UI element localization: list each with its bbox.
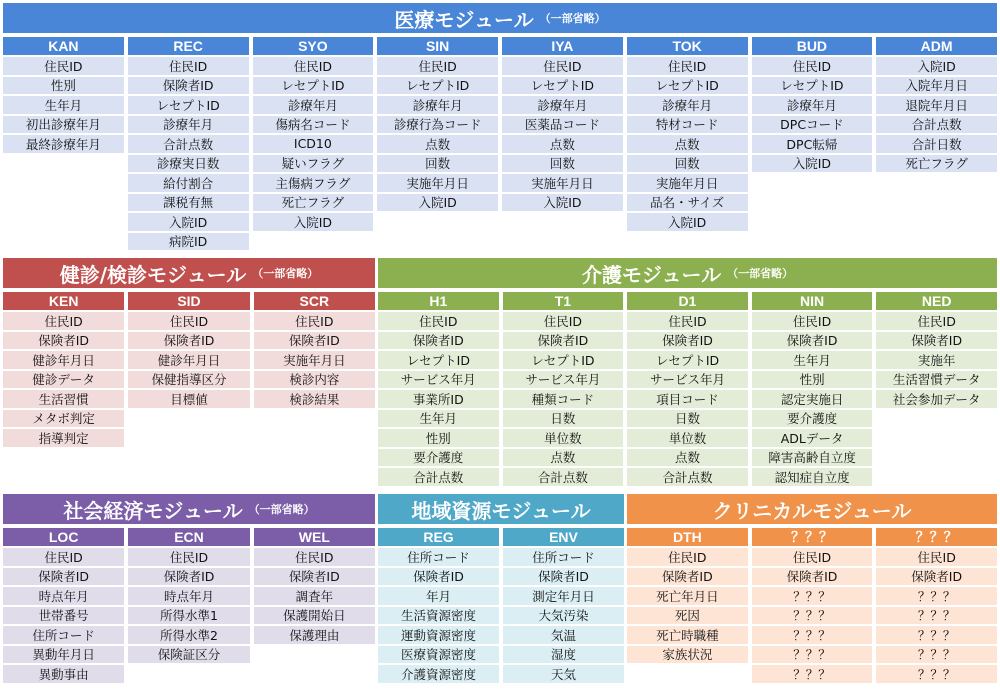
field-cell: 住民ID: [876, 548, 997, 566]
table-columns: [3, 528, 375, 685]
table-name: KEN: [3, 292, 124, 310]
field-cell: ？？？: [752, 646, 873, 664]
field-cell: 保険者ID: [254, 332, 375, 350]
field-cell: 回数: [627, 155, 748, 173]
table-column: [128, 292, 249, 449]
field-cell: 要介護度: [752, 410, 873, 428]
table-name: SCR: [254, 292, 375, 310]
module-note: （一部省略）: [539, 12, 606, 25]
field-cell: 指導判定: [3, 429, 124, 447]
field-cell: 所得水準2: [128, 626, 249, 644]
table-column: [627, 37, 748, 252]
table-column: [627, 292, 748, 488]
field-cell: 検診結果: [254, 390, 375, 408]
table-name: SIN: [377, 37, 498, 55]
field-cell: ？？？: [876, 607, 997, 625]
field-cell: 家族状況: [627, 646, 748, 664]
field-cell: 所得水準1: [128, 607, 249, 625]
field-cell: 実施年月日: [254, 351, 375, 369]
field-cell: レセプトID: [627, 351, 748, 369]
field-cell: 保険者ID: [378, 568, 499, 586]
table-name: SYO: [253, 37, 374, 55]
field-cell: 住民ID: [627, 57, 748, 75]
field-cell: ？？？: [752, 626, 873, 644]
module-note: （一部省略）: [248, 503, 315, 516]
field-cell: 大気汚染: [503, 607, 624, 625]
field-cell: 保険者ID: [128, 332, 249, 350]
table-column: [378, 292, 499, 488]
field-cell: 病院ID: [128, 233, 249, 251]
field-cell: 生年月: [378, 410, 499, 428]
field-cell: 性別: [3, 77, 124, 95]
field-cell: 生活習慣データ: [876, 371, 997, 389]
field-cell: 回数: [377, 155, 498, 173]
field-cell: ？？？: [876, 646, 997, 664]
module-title: クリニカルモジュール: [712, 498, 912, 523]
field-cell: 住所コード: [3, 626, 124, 644]
field-cell: 入院ID: [253, 213, 374, 231]
field-cell: 診療行為コード: [377, 116, 498, 134]
table-column: [752, 292, 873, 488]
table-column: [627, 528, 748, 685]
table-column: [128, 37, 249, 252]
table-name: H1: [378, 292, 499, 310]
clinical-module: [627, 494, 997, 688]
field-cell: 実施年月日: [502, 174, 623, 192]
field-cell: 医薬品コード: [502, 116, 623, 134]
social-economic-module: [3, 494, 375, 688]
field-cell: 住民ID: [627, 548, 748, 566]
field-cell: 生年月: [3, 96, 124, 114]
field-cell: 調査年: [254, 587, 375, 605]
field-cell: 保険者ID: [876, 568, 997, 586]
field-cell: 時点年月: [128, 587, 249, 605]
field-cell: 健診年月日: [3, 351, 124, 369]
field-cell: 実施年: [876, 351, 997, 369]
regional-resource-module: [378, 494, 624, 688]
field-cell: 異動年月日: [3, 646, 124, 664]
field-cell: 診療年月: [253, 96, 374, 114]
field-cell: 初出診療年月: [3, 116, 124, 134]
field-cell: 保険者ID: [752, 332, 873, 350]
field-cell: ADLデータ: [752, 429, 873, 447]
field-cell: 点数: [503, 449, 624, 467]
field-cell: 住民ID: [503, 312, 624, 330]
field-cell: 住民ID: [752, 548, 873, 566]
field-cell: DPCコード: [752, 116, 873, 134]
table-name: SID: [128, 292, 249, 310]
module-header: [378, 258, 997, 288]
field-cell: 性別: [378, 429, 499, 447]
field-cell: 保険証区分: [128, 646, 249, 664]
table-name: DTH: [627, 528, 748, 546]
field-cell: 合計点数: [378, 468, 499, 486]
table-column: [876, 292, 997, 488]
field-cell: ？？？: [876, 587, 997, 605]
field-cell: 合計日数: [876, 135, 997, 153]
table-column: [3, 292, 124, 449]
field-cell: レセプトID: [253, 77, 374, 95]
field-cell: 傷病名コード: [253, 116, 374, 134]
field-cell: メタボ判定: [3, 410, 124, 428]
field-cell: 診療年月: [377, 96, 498, 114]
module-header: [378, 494, 624, 524]
field-cell: 保険者ID: [128, 77, 249, 95]
field-cell: 障害高齢自立度: [752, 449, 873, 467]
field-cell: 世帯番号: [3, 607, 124, 625]
field-cell: 合計点数: [876, 116, 997, 134]
table-name: ？？？: [876, 528, 997, 546]
field-cell: DPC転帰: [752, 135, 873, 153]
table-column: [254, 528, 375, 685]
table-columns: [378, 292, 997, 488]
care-module: [378, 258, 997, 490]
field-cell: 気温: [503, 626, 624, 644]
field-cell: 日数: [503, 410, 624, 428]
table-column: [3, 528, 124, 685]
table-name: TOK: [627, 37, 748, 55]
field-cell: 介護資源密度: [378, 665, 499, 683]
module-title: 地域資源モジュール: [411, 498, 591, 523]
table-name: ENV: [503, 528, 624, 546]
field-cell: 住民ID: [752, 57, 873, 75]
field-cell: 住民ID: [254, 548, 375, 566]
table-name: IYA: [502, 37, 623, 55]
field-cell: 単位数: [503, 429, 624, 447]
table-name: BUD: [752, 37, 873, 55]
field-cell: 住民ID: [752, 312, 873, 330]
field-cell: 診療実日数: [128, 155, 249, 173]
table-name: NED: [876, 292, 997, 310]
field-cell: 保険者ID: [128, 568, 249, 586]
field-cell: 住民ID: [502, 57, 623, 75]
field-cell: 保険者ID: [378, 332, 499, 350]
field-cell: 死亡フラグ: [876, 155, 997, 173]
field-cell: 入院ID: [627, 213, 748, 231]
field-cell: 死因: [627, 607, 748, 625]
table-column: [253, 37, 374, 252]
field-cell: 時点年月: [3, 587, 124, 605]
field-cell: 湿度: [503, 646, 624, 664]
field-cell: 健診年月日: [128, 351, 249, 369]
field-cell: 診療年月: [502, 96, 623, 114]
field-cell: 保険者ID: [3, 332, 124, 350]
table-column: [254, 292, 375, 449]
field-cell: ？？？: [752, 665, 873, 683]
field-cell: 測定年月日: [503, 587, 624, 605]
field-cell: 保険者ID: [627, 568, 748, 586]
field-cell: 主傷病フラグ: [253, 174, 374, 192]
field-cell: 保険者ID: [254, 568, 375, 586]
field-cell: ？？？: [752, 587, 873, 605]
table-columns: [627, 528, 997, 685]
field-cell: 入院年月日: [876, 77, 997, 95]
field-cell: 課税有無: [128, 194, 249, 212]
field-cell: 保護開始日: [254, 607, 375, 625]
module-title: 医療モジュール: [394, 7, 534, 32]
table-name: REC: [128, 37, 249, 55]
field-cell: 点数: [377, 135, 498, 153]
field-cell: サービス年月: [627, 371, 748, 389]
field-cell: 死亡年月日: [627, 587, 748, 605]
module-title: 社会経済モジュール: [63, 498, 243, 523]
field-cell: 認知症自立度: [752, 468, 873, 486]
field-cell: 合計点数: [627, 468, 748, 486]
module-header: [627, 494, 997, 524]
field-cell: 入院ID: [752, 155, 873, 173]
field-cell: 点数: [502, 135, 623, 153]
field-cell: 疑いフラグ: [253, 155, 374, 173]
field-cell: レセプトID: [128, 96, 249, 114]
field-cell: 種類コード: [503, 390, 624, 408]
field-cell: 点数: [627, 135, 748, 153]
field-cell: 認定実施日: [752, 390, 873, 408]
field-cell: 品名・サイズ: [627, 194, 748, 212]
table-column: [752, 528, 873, 685]
table-columns: [3, 292, 375, 449]
field-cell: 目標値: [128, 390, 249, 408]
table-column: [503, 528, 624, 685]
table-name: NIN: [752, 292, 873, 310]
field-cell: 実施年月日: [377, 174, 498, 192]
field-cell: 給付割合: [128, 174, 249, 192]
table-columns: [3, 37, 997, 252]
field-cell: 診療年月: [627, 96, 748, 114]
field-cell: 入院ID: [502, 194, 623, 212]
table-name: ECN: [128, 528, 249, 546]
field-cell: 住民ID: [128, 57, 249, 75]
field-cell: 住民ID: [254, 312, 375, 330]
field-cell: 点数: [627, 449, 748, 467]
field-cell: 単位数: [627, 429, 748, 447]
field-cell: ？？？: [876, 626, 997, 644]
field-cell: ？？？: [752, 607, 873, 625]
field-cell: 診療年月: [128, 116, 249, 134]
field-cell: 生活資源密度: [378, 607, 499, 625]
field-cell: 運動資源密度: [378, 626, 499, 644]
field-cell: 死亡フラグ: [253, 194, 374, 212]
table-column: [377, 37, 498, 252]
table-name: WEL: [254, 528, 375, 546]
field-cell: 保険者ID: [503, 568, 624, 586]
field-cell: レセプトID: [503, 351, 624, 369]
field-cell: 回数: [502, 155, 623, 173]
table-column: [502, 37, 623, 252]
table-column: [876, 528, 997, 685]
field-cell: 検診内容: [254, 371, 375, 389]
field-cell: 住民ID: [378, 312, 499, 330]
table-name: D1: [627, 292, 748, 310]
field-cell: 合計点数: [128, 135, 249, 153]
field-cell: 入院ID: [128, 213, 249, 231]
table-column: [503, 292, 624, 488]
field-cell: 退院年月日: [876, 96, 997, 114]
field-cell: 住民ID: [253, 57, 374, 75]
field-cell: 性別: [752, 371, 873, 389]
field-cell: 入院ID: [377, 194, 498, 212]
field-cell: 社会参加データ: [876, 390, 997, 408]
field-cell: 住所コード: [378, 548, 499, 566]
table-name: REG: [378, 528, 499, 546]
field-cell: 保護理由: [254, 626, 375, 644]
field-cell: 保健指導区分: [128, 371, 249, 389]
field-cell: 年月: [378, 587, 499, 605]
module-note: （一部省略）: [727, 267, 794, 280]
field-cell: 日数: [627, 410, 748, 428]
field-cell: 住民ID: [128, 548, 249, 566]
field-cell: 天気: [503, 665, 624, 683]
field-cell: 健診データ: [3, 371, 124, 389]
field-cell: レセプトID: [378, 351, 499, 369]
field-cell: レセプトID: [752, 77, 873, 95]
field-cell: 医療資源密度: [378, 646, 499, 664]
field-cell: 項目コード: [627, 390, 748, 408]
field-cell: 住民ID: [876, 312, 997, 330]
field-cell: 最終診療年月: [3, 135, 124, 153]
module-header: [3, 3, 997, 33]
table-name: LOC: [3, 528, 124, 546]
field-cell: ICD10: [253, 135, 374, 153]
field-cell: 住民ID: [3, 312, 124, 330]
field-cell: 住民ID: [3, 57, 124, 75]
module-header: [3, 258, 375, 288]
field-cell: ？？？: [876, 665, 997, 683]
field-cell: 住所コード: [503, 548, 624, 566]
field-cell: 住民ID: [377, 57, 498, 75]
module-title: 介護モジュール: [581, 262, 722, 287]
table-name: ？？？: [752, 528, 873, 546]
table-name: ADM: [876, 37, 997, 55]
field-cell: 住民ID: [3, 548, 124, 566]
table-column: [378, 528, 499, 685]
field-cell: レセプトID: [627, 77, 748, 95]
field-cell: 保険者ID: [627, 332, 748, 350]
field-cell: レセプトID: [502, 77, 623, 95]
field-cell: レセプトID: [377, 77, 498, 95]
module-header: [3, 494, 375, 524]
field-cell: 異動事由: [3, 665, 124, 683]
field-cell: 特材コード: [627, 116, 748, 134]
field-cell: 保険者ID: [503, 332, 624, 350]
field-cell: 実施年月日: [627, 174, 748, 192]
field-cell: 入院ID: [876, 57, 997, 75]
field-cell: 診療年月: [752, 96, 873, 114]
module-title: 健診/検診モジュール: [59, 262, 247, 287]
field-cell: 住民ID: [128, 312, 249, 330]
field-cell: 事業所ID: [378, 390, 499, 408]
checkup-module: [3, 258, 375, 448]
field-cell: 住民ID: [627, 312, 748, 330]
field-cell: 合計点数: [503, 468, 624, 486]
table-column: [876, 37, 997, 252]
field-cell: 要介護度: [378, 449, 499, 467]
table-columns: [378, 528, 624, 685]
field-cell: 死亡時職種: [627, 626, 748, 644]
field-cell: 生年月: [752, 351, 873, 369]
table-column: [128, 528, 249, 685]
table-name: T1: [503, 292, 624, 310]
module-note: （一部省略）: [252, 267, 319, 280]
table-column: [3, 37, 124, 252]
field-cell: 保険者ID: [3, 568, 124, 586]
field-cell: 保険者ID: [876, 332, 997, 350]
field-cell: サービス年月: [378, 371, 499, 389]
field-cell: 保険者ID: [752, 568, 873, 586]
table-name: KAN: [3, 37, 124, 55]
table-column: [752, 37, 873, 252]
field-cell: 生活習慣: [3, 390, 124, 408]
medical-module: [3, 3, 997, 255]
field-cell: サービス年月: [503, 371, 624, 389]
